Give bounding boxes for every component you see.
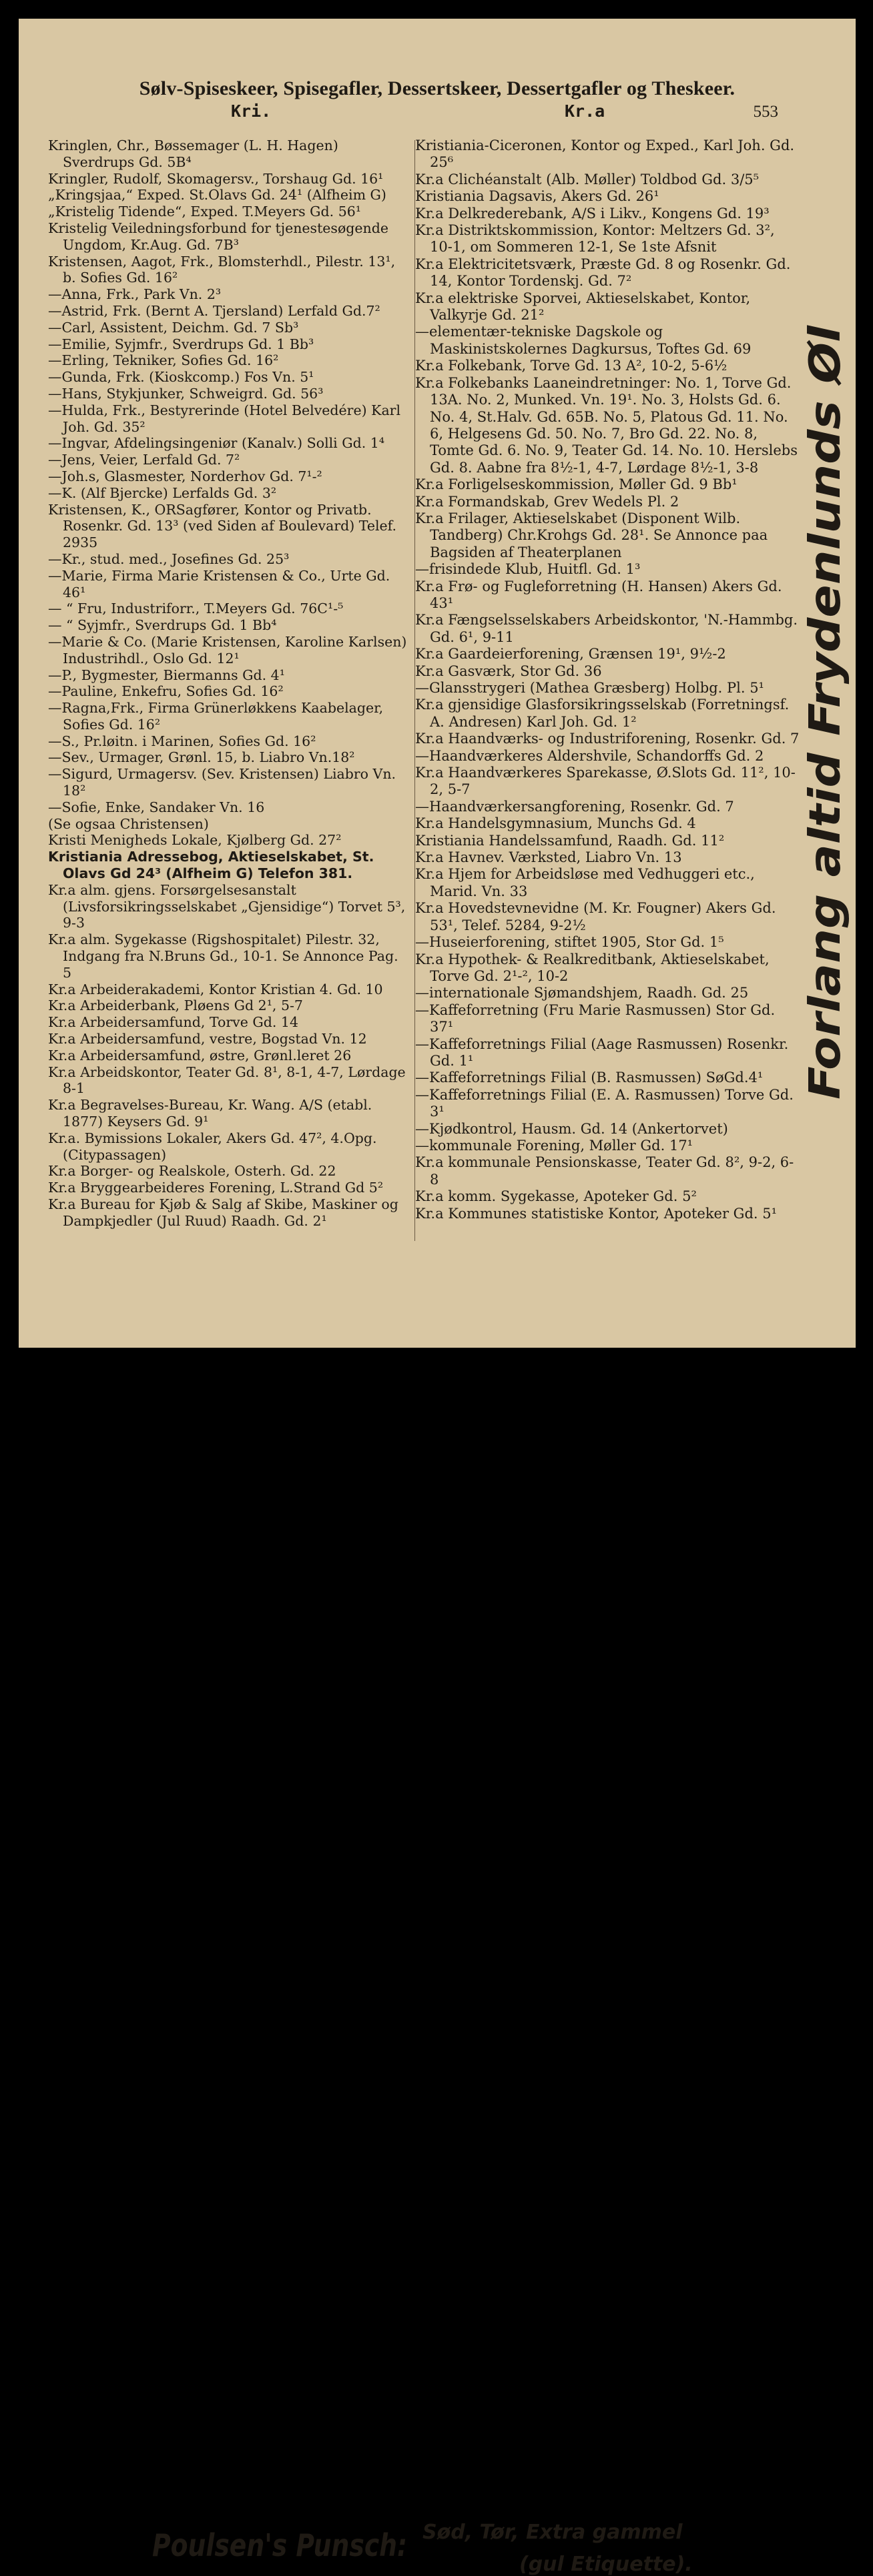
left-column-entry: Kristensen, Aagot, Frk., Blomsterhdl., Pilestr. 13¹, b. Sofies Gd. 16² [48, 253, 396, 286]
left-column-entry: Kr.a. Bymissions Lokaler, Akers Gd. 47², 4.Opg. (Citypassagen) [48, 1130, 377, 1163]
left-column-entry: Kr.a alm. gjens. Forsørgelsesanstalt (Livsforsikringsselskabet „Gjensidige“) Torvet 5³, 9-3 [48, 881, 406, 931]
right-column-entry: —Glansstrygeri (Mathea Græsberg) Holbg. Pl. 5¹ [415, 680, 764, 696]
left-column-entry: Kristiania Adressebog, Aktieselskabet, St. Olavs Gd 24³ (Alfheim G) Telefon 381. [48, 849, 374, 882]
left-column-entry: „Kristelig Tidende“, Exped. T.Meyers Gd. 56¹ [48, 203, 362, 220]
directory-page [19, 19, 856, 2576]
punsch-brand: Poulsen's Punsch: [152, 2527, 408, 2563]
left-column-entry: —Ingvar, Afdelingsingeniør (Kanalv.) Solli Gd. 1⁴ [48, 435, 385, 452]
right-column-entry: Kr.a Fængselsselskabers Arbeidskontor, 'N.-Hammbg. Gd. 6¹, 9-11 [415, 612, 798, 645]
left-column-entry: —Ragna,Frk., Firma Grünerløkkens Kaabelager, Sofies Gd. 16² [48, 700, 384, 733]
left-column-entry: Kr.a Begravelses-Bureau, Kr. Wang. A/S (etabl. 1877) Keysers Gd. 9¹ [48, 1097, 372, 1130]
left-column-entry: (Se ogsaa Christensen) [48, 815, 209, 832]
left-column-entry: Kr.a Bryggearbeideres Forening, L.Strand Gd 5² [48, 1180, 384, 1196]
right-column [415, 137, 800, 1222]
right-column-entry: —frisindede Klub, Huitfl. Gd. 1³ [415, 561, 641, 578]
left-column-entry: — “ Syjmfr., Sverdrups Gd. 1 Bb⁴ [48, 617, 277, 634]
right-column-entry: Kr.a Frø- og Fugleforretning (H. Hansen) Akers Gd. 43¹ [415, 578, 782, 611]
right-column-entry: Kristiania Dagsavis, Akers Gd. 26¹ [415, 188, 659, 205]
right-column-entry: Kr.a Haandværks- og Industriforening, Rosenkr. Gd. 7 [415, 731, 800, 747]
left-column-entry: Kristi Menigheds Lokale, Kjølberg Gd. 27² [48, 832, 342, 849]
running-head: Sølv-Spiseskeer, Spisegafler, Dessertskeer, Dessertgafler og Theskeer. [139, 77, 736, 99]
page-number: 553 [753, 103, 778, 121]
side-advertisement [800, 139, 853, 1233]
right-column-entry: Kr.a Haandværkeres Sparekasse, Ø.Slots Gd. 11², 10-2, 5-7 [415, 765, 796, 798]
left-column-entry: „Kringsjaa,“ Exped. St.Olavs Gd. 24¹ (Alfheim G) [48, 187, 386, 203]
left-column-entry: —Marie & Co. (Marie Kristensen, Karoline Karlsen) Industrihdl., Oslo Gd. 12¹ [48, 633, 407, 667]
left-column-entry: —Marie, Firma Marie Kristensen & Co., Urte Gd. 46¹ [48, 567, 390, 600]
right-column-entry: Kr.a Distriktskommission, Kontor: Meltzers Gd. 3², 10-1, om Sommeren 12-1, Se 1ste Afsnit [415, 222, 775, 256]
left-column-entry: Kr.a Arbeidersamfund, østre, Grønl.leret 26 [48, 1047, 352, 1063]
left-column-entry: —Erling, Tekniker, Sofies Gd. 16² [48, 352, 279, 369]
right-column-entry: Kr.a Handelsgymnasium, Munchs Gd. 4 [415, 815, 696, 832]
left-column-entry: Kringlen, Chr., Bøssemager (L. H. Hagen) Sverdrups Gd. 5B⁴ [48, 137, 338, 170]
right-column-entry: Kr.a Elektricitetsværk, Præste Gd. 8 og Rosenkr. Gd. 14, Kontor Tordenskj. Gd. 7² [415, 256, 791, 290]
left-column-entry: Kr.a Arbeiderbank, Pløens Gd 2¹, 5-7 [48, 997, 303, 1014]
right-column-entry: Kr.a Formandskab, Grev Wedels Pl. 2 [415, 493, 679, 510]
left-column-entry: —Jens, Veier, Lerfald Gd. 7² [48, 452, 240, 468]
right-column-entry: —Kaffeforretnings Filial (Aage Rasmussen) Rosenkr. Gd. 1¹ [415, 1035, 789, 1069]
right-column-entry: Kr.a Hypothek- & Realkreditbank, Aktieselskabet, Torve Gd. 2¹-², 10-2 [415, 951, 770, 984]
right-column-entry: Kr.a Gaardeierforening, Grænsen 19¹, 9½-2 [415, 646, 726, 663]
left-column-entry: —Sigurd, Urmagersv. (Sev. Kristensen) Liabro Vn. 18² [48, 766, 396, 799]
left-catchword: Kri. [231, 101, 272, 121]
left-column-entry: Kr.a Arbeidskontor, Teater Gd. 8¹, 8-1, 4-7, Lørdage 8-1 [48, 1063, 406, 1097]
bottom-advertisement [19, 1266, 856, 2576]
right-column-entry: Kr.a Frilager, Aktieselskabet (Disponent Wilb. Tandberg) Chr.Krohgs Gd. 28¹. Se Annonce paa Bagsiden af Theaterplanen [415, 510, 768, 560]
right-column-entry: —Kaffeforretning (Fru Marie Rasmussen) Stor Gd. 37¹ [415, 1001, 776, 1035]
right-column-entry: Kristiania Handelssamfund, Raadh. Gd. 11² [415, 832, 725, 849]
right-column-entry: Kr.a gjensidige Glasforsikringsselskab (Forretningsf. A. Andresen) Karl Joh. Gd. 1² [415, 697, 790, 730]
left-column-entry: —Emilie, Syjmfr., Sverdrups Gd. 1 Bb³ [48, 336, 314, 352]
left-column-entry: —K. (Alf Bjercke) Lerfalds Gd. 3² [48, 484, 277, 501]
left-column-entry: Kr.a alm. Sygekasse (Rigshospitalet) Pilestr. 32, Indgang fra N.Bruns Gd., 10-1. Se Annonce Pag. 5 [48, 931, 398, 981]
left-column-entry: —Gunda, Frk. (Kioskcomp.) Fos Vn. 5¹ [48, 369, 314, 386]
right-column-entry: Kr.a Clichéanstalt (Alb. Møller) Toldbod Gd. 3/5⁵ [415, 171, 760, 187]
left-column-entry: —Sofie, Enke, Sandaker Vn. 16 [48, 799, 265, 815]
left-column-entry: —Hulda, Frk., Bestyrerinde (Hotel Belvedére) Karl Joh. Gd. 35² [48, 402, 401, 435]
right-column-entry: —elementær-tekniske Dagskole og Maskinistskolernes Dagkursus, Toftes Gd. 69 [415, 324, 752, 357]
right-column-entry: —Haandværkersangforening, Rosenkr. Gd. 7 [415, 798, 734, 815]
left-column-entry: —P., Bygmester, Biermanns Gd. 4¹ [48, 667, 285, 683]
left-column-entry: —Kr., stud. med., Josefines Gd. 25³ [48, 550, 290, 567]
left-column-entry: Kr.a Arbeidersamfund, Torve Gd. 14 [48, 1014, 298, 1031]
left-column-entry: Kr.a Arbeidersamfund, vestre, Bogstad Vn. 12 [48, 1031, 367, 1047]
left-column-entry: —Carl, Assistent, Deichm. Gd. 7 Sb³ [48, 319, 299, 336]
right-column-entry: —Kaffeforretnings Filial (B. Rasmussen) SøGd.4¹ [415, 1069, 764, 1086]
right-column-entry: Kristiania-Ciceronen, Kontor og Exped., Karl Joh. Gd. 25⁶ [415, 137, 795, 171]
punsch-tagline-1: Sød, Tør, Extra gammel [422, 2521, 683, 2544]
right-column-entry: —Huseierforening, stiftet 1905, Stor Gd. 1⁵ [415, 934, 724, 951]
left-column-entry: Kristelig Veiledningsforbund for tjenestesøgende Ungdom, Kr.Aug. Gd. 7B³ [48, 220, 389, 253]
left-column-entry: — “ Fru, Industriforr., T.Meyers Gd. 76C¹-⁵ [48, 600, 344, 617]
left-column-entry: —S., Pr.løitn. i Marinen, Sofies Gd. 16² [48, 733, 316, 749]
left-column-entry: —Hans, Stykjunker, Schweigrd. Gd. 56³ [48, 385, 324, 402]
right-column-entry: —internationale Sjømandshjem, Raadh. Gd. 25 [415, 985, 749, 1001]
right-column-entry: Kr.a Havnev. Værksted, Liabro Vn. 13 [415, 849, 682, 866]
right-column-entry: Kr.a Gasværk, Stor Gd. 36 [415, 663, 602, 679]
right-column-entry: Kr.a Kommunes statistiske Kontor, Apoteker Gd. 5¹ [415, 1205, 778, 1222]
right-column-entry: Kr.a elektriske Sporvei, Aktieselskabet, Kontor, Valkyrje Gd. 21² [415, 290, 751, 324]
side-ad-text: Forlang altid Frydenlunds Øl [801, 419, 850, 1100]
left-column-entry: —Astrid, Frk. (Bernt A. Tjersland) Lerfald Gd.7² [48, 302, 380, 319]
right-column-entry: Kr.a komm. Sygekasse, Apoteker Gd. 5² [415, 1188, 697, 1205]
left-column-entry: —Pauline, Enkefru, Sofies Gd. 16² [48, 683, 284, 700]
right-column-entry: —Kaffeforretnings Filial (E. A. Rasmussen) Torve Gd. 3¹ [415, 1086, 794, 1120]
punsch-tagline-2: (gul Etiquette). [519, 2553, 693, 2576]
left-column-entry: Kristensen, K., ORSagfører, Kontor og Privatb. Rosenkr. Gd. 13³ (ved Siden af Boulevard) Telef. 2935 [48, 501, 397, 551]
left-column-entry: —Sev., Urmager, Grønl. 15, b. Liabro Vn.18² [48, 749, 355, 766]
left-column-entry: —Anna, Frk., Park Vn. 2³ [48, 286, 222, 303]
right-column-entry: —Kjødkontrol, Hausm. Gd. 14 (Ankertorvet) [415, 1120, 728, 1137]
left-column-entry: Kr.a Borger- og Realskole, Osterh. Gd. 22 [48, 1163, 336, 1180]
right-column-entry: Kr.a Delkrederebank, A/S i Likv., Kongens Gd. 19³ [415, 205, 770, 222]
left-column-entry: —Joh.s, Glasmester, Norderhov Gd. 7¹-² [48, 468, 322, 484]
left-column [48, 137, 408, 1230]
right-column-entry: Kr.a Forligelseskommission, Møller Gd. 9 Bb¹ [415, 476, 738, 493]
right-column-entry: Kr.a Hjem for Arbeidsløse med Vedhuggeri etc., Marid. Vn. 33 [415, 866, 755, 899]
right-catchword: Kr.a [565, 101, 605, 121]
right-column-entry: Kr.a kommunale Pensionskasse, Teater Gd. 8², 9-2, 6-8 [415, 1154, 794, 1188]
left-column-entry: Kr.a Arbeiderakademi, Kontor Kristian 4. Gd. 10 [48, 981, 383, 997]
right-column-entry: Kr.a Folkebanks Laaneindretninger: No. 1, Torve Gd. 13A. No. 2, Munked. Vn. 19¹. No. 3, Holsts Gd. 6. No. 4, St.Halv. Gd. 65B. No. 5, Platous Gd. 11. No. 6, Helgesens Gd. 50. No. 7, Bro Gd. 22. No. 8, Tomte Gd. 6. No. 9, Teater Gd. 14. No. 10. Herslebs Gd. 8. Aabne fra 8½-1, 4-7, Lørdage 8½-1, 3-8 [415, 374, 798, 476]
right-column-entry: Kr.a Folkebank, Torve Gd. 13 A², 10-2, 5-6½ [415, 358, 728, 374]
right-column-entry: —Haandværkeres Aldershvile, Schandorffs Gd. 2 [415, 747, 764, 764]
left-column-entry: Kr.a Bureau for Kjøb & Salg af Skibe, Maskiner og Dampkjedler (Jul Ruud) Raadh. Gd. 2¹ [48, 1196, 398, 1229]
right-column-entry: Kr.a Hovedstevnevidne (M. Kr. Fougner) Akers Gd. 53¹, Telef. 5284, 9-2½ [415, 900, 776, 933]
right-column-entry: —kommunale Forening, Møller Gd. 17¹ [415, 1137, 693, 1154]
left-column-entry: Kringler, Rudolf, Skomagersv., Torshaug Gd. 16¹ [48, 170, 384, 187]
